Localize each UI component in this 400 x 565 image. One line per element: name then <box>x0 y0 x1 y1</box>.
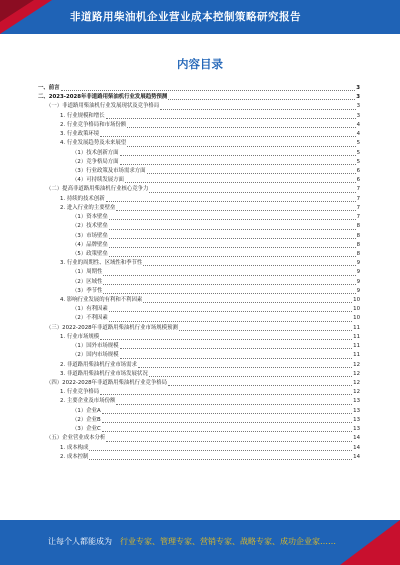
toc-entry-page: 3 <box>356 85 360 91</box>
toc-entry-page: 11 <box>353 352 360 359</box>
toc-leader-dots <box>100 131 355 137</box>
toc-leader-dots <box>168 94 355 100</box>
toc-entry[interactable] <box>38 407 360 416</box>
toc-entry[interactable] <box>38 314 360 323</box>
toc-entry-label: （1）有利因素 <box>72 306 108 313</box>
toc-leader-dots <box>138 362 352 368</box>
toc-entry-page: 3 <box>356 103 360 110</box>
toc-entry[interactable] <box>38 232 360 241</box>
toc-leader-dots <box>109 224 356 230</box>
toc-leader-dots <box>106 196 356 202</box>
toc-entry[interactable] <box>38 102 360 111</box>
toc-entry-page: 7 <box>356 214 360 221</box>
toc-entry[interactable] <box>38 425 360 434</box>
toc-entry-label: 2. 行业竞争格局和市场份额 <box>60 121 127 128</box>
toc-entry[interactable] <box>38 259 360 268</box>
toc-entry-page: 11 <box>353 343 360 350</box>
toc-entry[interactable] <box>38 444 360 453</box>
toc-entry-label: （1）国外市场规模 <box>72 343 119 350</box>
toc-entry-page: 12 <box>353 389 360 396</box>
toc-entry-page: 14 <box>353 444 360 451</box>
toc-entry-page: 9 <box>356 269 360 276</box>
toc-entry-page: 6 <box>356 177 360 184</box>
toc-leader-dots <box>160 104 355 110</box>
toc-entry-page: 9 <box>356 278 360 285</box>
toc-entry[interactable] <box>38 176 360 185</box>
toc-entry-page: 13 <box>353 416 360 423</box>
toc-leader-dots <box>61 85 356 91</box>
toc-entry[interactable] <box>38 278 360 287</box>
toc-entry[interactable] <box>38 139 360 148</box>
toc-leader-dots <box>109 242 356 248</box>
toc-entry[interactable] <box>38 268 360 277</box>
toc-entry-label: （3）季节性 <box>72 287 103 294</box>
toc-entry[interactable] <box>38 241 360 250</box>
toc-entry-page: 10 <box>353 306 360 313</box>
toc-entry-label: 1. 行业规模和增长 <box>60 112 105 119</box>
toc-entry-label: （1）企业A <box>72 407 101 414</box>
toc-leader-dots <box>149 187 355 193</box>
toc-leader-dots <box>109 316 352 322</box>
toc-leader-dots <box>109 306 352 312</box>
toc-entry[interactable] <box>38 416 360 425</box>
toc-entry-label: （5）政策壁垒 <box>72 250 108 257</box>
toc-entry-page: 5 <box>356 149 360 156</box>
toc-leader-dots <box>100 334 352 340</box>
toc-entry-label: （4）品牌壁垒 <box>72 241 108 248</box>
toc-leader-dots <box>116 205 355 211</box>
toc-entry-label: 3. 非道路用柴油机行业市场发展状况 <box>60 370 148 377</box>
toc-leader-dots <box>168 380 352 386</box>
toc-entry-label: 1. 持续的技术创新 <box>60 195 105 202</box>
toc-entry[interactable] <box>38 204 360 213</box>
toc-entry[interactable] <box>38 121 360 130</box>
toc-entry-label: 3. 行业的周期性、区域性和季节性 <box>60 260 143 267</box>
toc-entry-label: （2）不利因素 <box>72 315 108 322</box>
toc-entry-label: 3. 行业政策环境 <box>60 131 100 138</box>
toc-leader-dots <box>116 399 352 405</box>
toc-entry-page: 10 <box>353 297 360 304</box>
toc-entry[interactable] <box>38 158 360 167</box>
toc-entry-page: 11 <box>353 324 360 331</box>
toc-entry[interactable] <box>38 342 360 351</box>
toc-entry-page: 13 <box>353 398 360 405</box>
toc-entry-page: 14 <box>353 453 360 460</box>
toc-entry-page: 4 <box>356 131 360 138</box>
toc-entry-page: 9 <box>356 287 360 294</box>
toc-entry-page: 12 <box>353 361 360 368</box>
toc-entry-label: （1）周期性 <box>72 269 103 276</box>
toc-leader-dots <box>103 279 355 285</box>
report-title: 非道路用柴油机企业营业成本控制策略研究报告 <box>70 11 301 23</box>
toc-entry-page: 9 <box>356 260 360 267</box>
toc-entry[interactable] <box>38 149 360 158</box>
toc-entry-page: 5 <box>356 140 360 147</box>
toc-entry-label: 4. 影响行业发展的有利和不利因素 <box>60 297 143 304</box>
toc-entry-label: （1）资本壁垒 <box>72 214 108 221</box>
toc-entry[interactable] <box>38 185 360 194</box>
toc-entry-label: （五）企业营业成本分析 <box>46 435 106 442</box>
toc-entry[interactable] <box>38 195 360 204</box>
toc-entry-label: 1. 行业市场规模 <box>60 333 100 340</box>
toc-entry-label: 1. 成本构成 <box>60 444 89 451</box>
toc-entry-label: （四）2022-2028年非道路用柴油机行业竞争格局 <box>46 380 168 386</box>
toc-entry-page: 10 <box>353 315 360 322</box>
toc-entry[interactable] <box>38 222 360 231</box>
toc-entry-page: 7 <box>356 195 360 202</box>
toc-entry[interactable] <box>38 84 360 93</box>
toc-entry[interactable] <box>38 333 360 342</box>
toc-leader-dots <box>149 371 352 377</box>
toc-entry-label: 1. 行业竞争格局 <box>60 389 100 396</box>
toc-entry-page: 8 <box>356 250 360 257</box>
toc-leader-dots <box>102 426 352 432</box>
toc-entry-label: （一）非道路用柴油机行业发展现状及竞争格局 <box>46 103 160 110</box>
toc-entry-page: 13 <box>353 426 360 433</box>
toc-entry-label: （2）技术壁垒 <box>72 223 108 230</box>
footer-slogan: 让每个人都能成为 <box>48 537 112 546</box>
toc-entry-label: （4）可持续发展方面 <box>72 177 124 184</box>
toc-leader-dots <box>120 343 353 349</box>
toc-entry-label: 2. 进入行业的主要壁垒 <box>60 204 116 211</box>
header-dark-accent <box>0 0 34 22</box>
toc-entry[interactable] <box>38 370 360 379</box>
footer-roles: 行业专家、管理专家、营销专家、战略专家、成功企业家…… <box>120 537 336 546</box>
toc-entry[interactable] <box>38 250 360 259</box>
toc-entry[interactable] <box>38 379 360 388</box>
toc-entry-label: 4. 行业发展趋势及未来展望 <box>60 140 127 147</box>
toc-entry-page: 14 <box>353 435 360 442</box>
toc-entry-label: （3）市场壁垒 <box>72 232 108 239</box>
toc-entry[interactable] <box>38 296 360 305</box>
toc-entry-label: （2）竞争格局方面 <box>72 158 119 165</box>
toc-entry-page: 3 <box>356 112 360 119</box>
toc-leader-dots <box>127 141 355 147</box>
toc-leader-dots <box>102 408 352 414</box>
toc-leader-dots <box>179 325 352 331</box>
toc-entry-page: 7 <box>356 186 360 193</box>
toc-leader-dots <box>125 177 356 183</box>
toc-entry-label: （1）技术创新方面 <box>72 149 119 156</box>
toc-entry-label: 二、2023-2028年非道路用柴油机行业发展趋势预测 <box>38 94 168 101</box>
toc-leader-dots <box>103 270 355 276</box>
toc-title: 内容目录 <box>177 57 223 71</box>
toc-leader-dots <box>109 233 356 239</box>
toc-entry[interactable] <box>38 434 360 443</box>
toc-leader-dots <box>143 297 352 303</box>
toc-leader-dots <box>143 260 355 266</box>
toc-entry[interactable] <box>38 305 360 314</box>
toc-entry-page: 8 <box>356 241 360 248</box>
toc-entry[interactable] <box>38 93 360 102</box>
toc-entry[interactable] <box>38 324 360 333</box>
toc-entry-page: 7 <box>356 204 360 211</box>
toc-entry-label: （3）企业C <box>72 426 101 433</box>
toc-leader-dots <box>109 214 356 220</box>
toc-entry-label: 2. 主要企业及市场份额 <box>60 398 116 405</box>
toc-leader-dots <box>103 288 355 294</box>
toc-entry-label: 2. 成本控制 <box>60 453 89 460</box>
toc-leader-dots <box>89 445 352 451</box>
toc-entry[interactable] <box>38 213 360 222</box>
toc-entry[interactable] <box>38 361 360 370</box>
toc-leader-dots <box>102 417 352 423</box>
toc-entry-label: 2. 非道路用柴油机行业市场需求 <box>60 361 137 368</box>
toc-entry[interactable] <box>38 167 360 176</box>
toc-entry-label: （2）国内市场规模 <box>72 352 119 359</box>
toc-entry-label: （2）区域性 <box>72 278 103 285</box>
toc-entry[interactable] <box>38 397 360 406</box>
toc-entry-page: 12 <box>353 380 360 386</box>
toc-entry-label: （3）行业政策及市场需求方面 <box>72 167 146 174</box>
toc-list <box>38 84 360 462</box>
toc-leader-dots <box>120 353 353 359</box>
toc-leader-dots <box>127 122 355 128</box>
toc-leader-dots <box>109 251 356 257</box>
toc-entry[interactable] <box>38 130 360 139</box>
toc-entry-label: （二）提高非道路用柴油机行业核心竞争力 <box>46 186 149 193</box>
toc-entry-page: 12 <box>353 370 360 377</box>
toc-entry-page: 4 <box>356 121 360 128</box>
toc-leader-dots <box>120 150 356 156</box>
toc-leader-dots <box>106 113 356 119</box>
toc-entry-page: 3 <box>356 94 360 101</box>
toc-leader-dots <box>120 159 356 165</box>
toc-entry[interactable] <box>38 388 360 397</box>
toc-entry-page: 5 <box>356 158 360 165</box>
toc-entry-page: 11 <box>353 333 360 340</box>
toc-entry-page: 6 <box>356 167 360 174</box>
toc-entry[interactable] <box>38 287 360 296</box>
toc-entry-label: （三）2022-2028年非道路用柴油机行业市场规模预测 <box>46 324 178 331</box>
toc-entry-page: 8 <box>356 232 360 239</box>
toc-entry[interactable] <box>38 112 360 121</box>
toc-entry-label: 一、前言 <box>38 85 60 91</box>
toc-leader-dots <box>100 389 352 395</box>
toc-entry[interactable] <box>38 453 360 462</box>
toc-entry-page: 13 <box>353 407 360 414</box>
toc-entry-page: 8 <box>356 223 360 230</box>
toc-leader-dots <box>89 454 352 460</box>
toc-leader-dots <box>106 436 352 442</box>
toc-entry[interactable] <box>38 351 360 360</box>
toc-leader-dots <box>147 168 356 174</box>
toc-entry-label: （2）企业B <box>72 416 101 423</box>
